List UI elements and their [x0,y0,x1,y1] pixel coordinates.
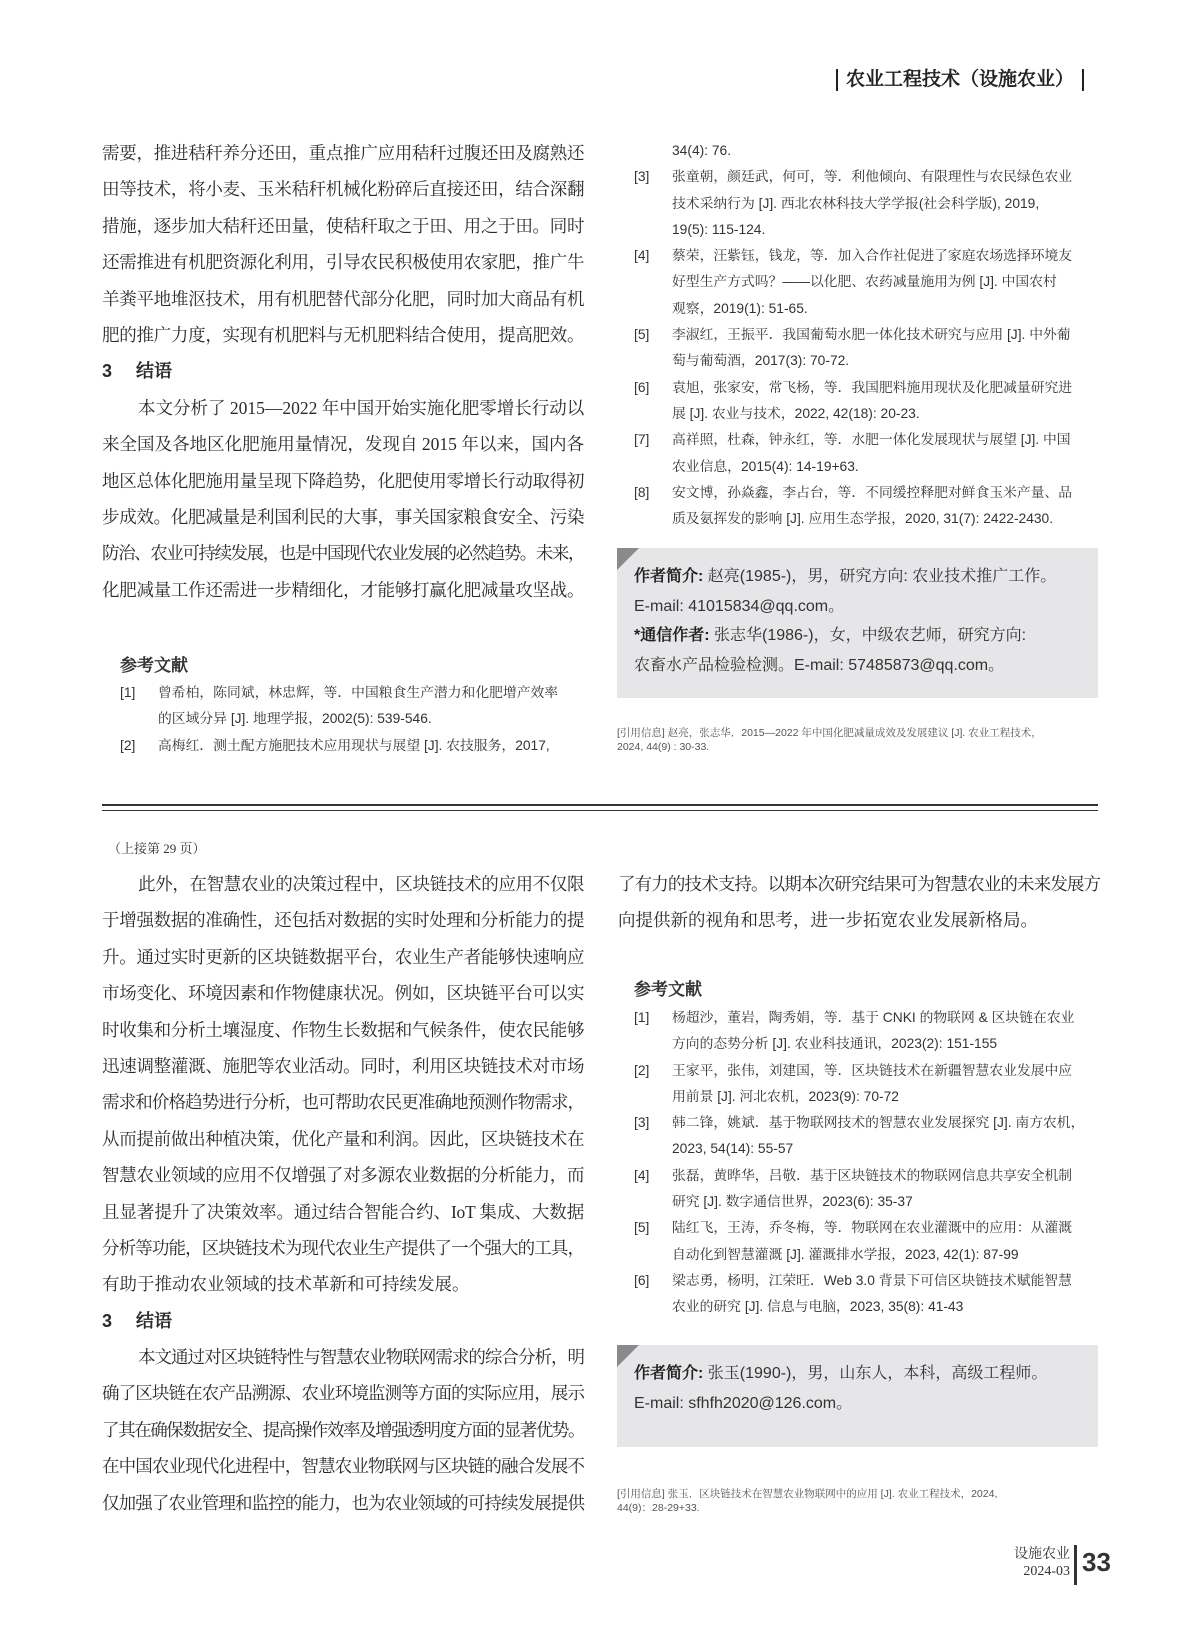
author-info: 赵亮(1985-)，男，研究方向: 农业技术推广工作。 [703,568,1057,585]
reference-text: 张磊，黄晔华，吕敬．基于区块链技术的物联网信息共享安全机制 [672,1167,1073,1183]
reference-number: [3] [634,169,650,185]
text-line: 需要，推进秸秆养分还田，重点推广应用秸秆过腹还田及腐熟还 [102,143,584,163]
reference-item [634,243,1104,322]
reference-text: 观察，2019(1): 51-65. [672,300,808,316]
text-line: 迅速调整灌溉、施肥等农业活动。同时，利用区块链技术对市场 [102,1055,584,1076]
section-number: 3 [102,1310,113,1331]
author-label: 作者简介: [634,568,704,585]
reference-text: 王家平，张伟，刘建国，等．区块链技术在新疆智慧农业发展中应 [672,1062,1073,1078]
text-line: 肥的推广力度，实现有机肥料与无机肥料结合使用，提高肥效。 [102,324,584,345]
reference-number: [4] [634,248,650,264]
reference-item [634,322,1104,375]
reference-text: 展 [J]. 农业与技术，2022, 42(18): 20-23. [672,405,920,421]
header-divider [1082,69,1084,91]
citation-line: 44(9)：28-29+33. [617,1502,700,1514]
reference-text: 质及氨挥发的影响 [J]. 应用生态学报，2020, 31(7): 2422-2430. [672,511,1054,527]
corresponding-author-info: 张志华(1986-)，女，中级农艺师，研究方向: [709,627,1027,644]
reference-item [120,680,590,733]
reference-item [634,427,1104,480]
text-line: 本文通过对区块链特性与智慧农业物联网需求的综合分析，明 [138,1347,584,1368]
text-line: 步成效。化肥减量是利国利民的大事，事关国家粮食安全、污染 [102,506,584,527]
magazine-name: 设施农业 [1014,1547,1070,1562]
text-line: 确了区块链在农产品溯源、农业环境监测等方面的实际应用，展示 [102,1383,584,1404]
reference-item [634,1058,1104,1111]
text-line: 本文分析了 2015—2022 年中国开始实施化肥零增长行动以 [138,397,585,418]
citation-line: [引用信息] 赵亮，张志华．2015—2022 年中国化肥减量成效及发展建议 [J]. 农业工程技术， [617,727,1042,739]
text-line: 市场变化、环境因素和作物健康状况。例如，区块链平台可以实 [102,983,584,1004]
section-title: 结语 [136,361,172,382]
reference-text: 农业的研究 [J]. 信息与电脑，2023, 35(8): 41-43 [672,1299,964,1315]
reference-number: [5] [634,1220,650,1236]
corner-mark [617,1345,639,1367]
continued-from-note: （上接第 29 页） [108,841,206,856]
body-paragraph [102,135,584,353]
author-label: 作者简介: [634,1365,704,1382]
bottom-left-column [102,866,584,1521]
references-list-continued [634,138,1104,532]
reference-item [634,1163,1104,1216]
text-line: 防治、农业可持续发展，也是中国现代农业发展的必然趋势。未来， [102,543,584,564]
reference-number: [2] [634,1062,650,1078]
reference-number: [4] [634,1167,650,1183]
text-line: 分析等功能，区块链技术为现代农业生产提供了一个强大的工具， [102,1237,584,1258]
reference-number: [5] [634,327,650,343]
reference-number: [8] [634,484,650,500]
reference-item [634,1110,1104,1163]
citation-line: 2024, 44(9) : 30-33. [617,741,710,753]
reference-text: 自动化到智慧灌溉 [J]. 灌溉排水学报，2023, 42(1): 87-99 [672,1246,1019,1262]
reference-text: 韩二锋，姚斌．基于物联网技术的智慧农业发展探究 [J]. 南方农机， [672,1115,1085,1131]
reference-item [634,375,1104,428]
reference-text: 用前景 [J]. 河北农机，2023(9): 70-72 [672,1088,899,1104]
reference-number: [1] [634,1010,650,1025]
reference-text: 萄与葡萄酒，2017(3): 70-72. [672,353,850,369]
section-heading [102,1303,584,1339]
text-line: 升。通过实时更新的区块链数据平台，农业生产者能够快速响应 [102,946,584,967]
corner-mark [617,548,639,570]
text-line: 化肥减量工作还需进一步精细化，才能够打赢化肥减量攻坚战。 [102,579,584,600]
author-info: 张玉(1990-)，男，山东人，本科，高级工程师。 [703,1365,1048,1382]
text-line: 仅加强了农业管理和监控的能力，也为农业领域的可持续发展提供 [102,1492,584,1513]
reference-text: 蔡荣，汪紫钰，钱龙，等．加入合作社促进了家庭农场选择环境友 [672,248,1073,264]
reference-text: 李淑红，王振平．我国葡萄水肥一体化技术研究与应用 [J]. 中外葡 [672,327,1071,343]
body-paragraph [102,866,584,1303]
text-line: 田等技术，将小麦、玉米秸秆机械化粉碎后直接还田，结合深翻 [102,179,584,200]
text-line: 向提供新的视角和思考，进一步拓宽农业发展新格局。 [618,910,1038,931]
reference-text: 技术采纳行为 [J]. 西北农林科技大学学报(社会科学版), 2019, [672,195,1040,211]
reference-number: [6] [634,379,650,395]
text-line: 地区总体化肥施用量呈现下降趋势，化肥使用零增长行动取得初 [102,470,584,491]
corresponding-author-email: 农畜水产品检验检测。E-mail: 57485873@qq.com。 [634,656,1005,674]
reference-text: 农业信息，2015(4): 14-19+63. [672,458,859,474]
conclusion-paragraph-continued [618,866,1100,939]
text-line: 了有力的技术支持。以期本次研究结果可为智慧农业的未来发展方 [618,874,1100,894]
conclusion-paragraph [102,1339,584,1521]
article-separator [102,804,1098,806]
reference-item [634,164,1104,243]
article-separator [102,810,1098,811]
running-header [828,64,1092,91]
text-line: 还需推进有机肥资源化利用，引导农民积极使用农家肥，推广牛 [102,252,584,273]
reference-number: [2] [120,737,136,753]
reference-text: 袁旭，张家安，常飞杨，等．我国肥料施用现状及化肥减量研究进 [672,379,1073,395]
text-line: 智慧农业领域的应用不仅增强了对多源农业数据的分析能力，而 [102,1165,584,1186]
reference-text: 曾希柏，陈同斌，林忠辉，等．中国粮食生产潜力和化肥增产效率 [158,685,559,700]
reference-item [634,480,1104,533]
reference-item [634,1005,1104,1058]
reference-text: 高祥照，杜森，钟永红，等．水肥一体化发展现状与展望 [J]. 中国 [672,432,1071,448]
author-info-box [617,548,1098,698]
section-heading [102,353,584,389]
reference-continuation: 34(4): 76. [672,143,732,158]
issue-date: 2024-03 [1023,1564,1070,1579]
citation-line: [引用信息] 张玉．区块链技术在智慧农业物联网中的应用 [J]. 农业工程技术，2024, [617,1488,998,1500]
reference-text: 方向的态势分析 [J]. 农业科技通讯，2023(2): 151-155 [672,1036,998,1052]
reference-text: 安文博，孙焱鑫，李占台，等．不同缓控释肥对鲜食玉米产量、品 [672,484,1073,500]
text-line: 有助于推动农业领域的技术革新和可持续发展。 [102,1274,470,1295]
section-title: 结语 [136,1310,172,1331]
references-heading: 参考文献 [634,980,702,999]
reference-number: [3] [634,1115,650,1131]
reference-item [120,733,590,759]
top-left-column [102,135,584,608]
references-list [120,680,590,759]
corresponding-author-label: *通信作者: [634,627,710,644]
author-info-box [617,1345,1098,1447]
text-line: 在中国农业现代化进程中，智慧农业物联网与区块链的融合发展不 [102,1456,584,1477]
text-line: 了其在确保数据安全、提高操作效率及增强透明度方面的显著优势。 [102,1419,584,1440]
page-number-divider [1074,1545,1077,1585]
author-email: E-mail: sfhfh2020@126.com。 [634,1394,853,1412]
author-email: E-mail: 41015834@qq.com。 [634,597,845,615]
text-line: 于增强数据的准确性，还包括对数据的实时处理和分析能力的提 [102,910,584,931]
reference-text: 高梅红．测土配方施肥技术应用现状与展望 [J]. 农技服务，2017, [158,737,550,753]
text-line: 羊粪平地堆沤技术，用有机肥替代部分化肥，同时加大商品有机 [102,288,584,309]
reference-text: 好型生产方式吗？——以化肥、农药减量施用为例 [J]. 中国农村 [672,274,1057,290]
text-line: 需求和价格趋势进行分析，也可帮助农民更准确地预测作物需求， [102,1092,584,1113]
reference-text: 2023, 54(14): 55-57 [672,1141,794,1157]
references-list [634,1005,1104,1321]
citation-info [617,726,1117,754]
reference-text: 陆红飞，王涛，乔冬梅，等．物联网在农业灌溉中的应用：从灌溉 [672,1220,1073,1236]
references-heading: 参考文献 [120,656,188,675]
journal-section-title: 农业工程技术（设施农业） [845,69,1074,90]
reference-number: [1] [120,685,136,700]
reference-text: 杨超沙，董岩，陶秀娟，等．基于 CNKI 的物联网 & 区块链在农业 [672,1010,1075,1025]
reference-text: 研究 [J]. 数字通信世界，2023(6): 35-37 [672,1194,913,1210]
reference-item [634,1268,1104,1321]
reference-text: 梁志勇，杨明，江荣旺．Web 3.0 背景下可信区块链技术赋能智慧 [672,1272,1072,1288]
reference-item [634,1215,1104,1268]
text-line: 措施，逐步加大秸秆还田量，使秸秆取之于田、用之于田。同时 [102,215,584,236]
reference-text: 的区域分异 [J]. 地理学报，2002(5): 539-546. [158,711,432,727]
reference-number: [7] [634,432,650,448]
text-line: 且显著提升了决策效率。通过结合智能合约、IoT 集成、大数据 [102,1201,584,1222]
reference-text: 19(5): 115-124. [672,221,766,237]
footer-magazine-info [1014,1546,1070,1580]
conclusion-paragraph [102,390,584,608]
text-line: 从而提前做出种植决策，优化产量和利润。因此，区块链技术在 [102,1128,584,1149]
header-divider [836,69,838,91]
section-number: 3 [102,361,113,382]
text-line: 时收集和分析土壤湿度、作物生长数据和气候条件，使农民能够 [102,1019,584,1040]
text-line: 此外，在智慧农业的决策过程中，区块链技术的应用不仅限 [138,874,584,894]
reference-text: 张童朝，颜廷武，何可，等．利他倾向、有限理性与农民绿色农业 [672,169,1073,185]
citation-info [617,1487,1117,1515]
page-number: 33 [1082,1547,1111,1577]
text-line: 来全国及各地区化肥施用量情况，发现自 2015 年以来，国内各 [102,434,584,455]
reference-number: [6] [634,1272,650,1288]
